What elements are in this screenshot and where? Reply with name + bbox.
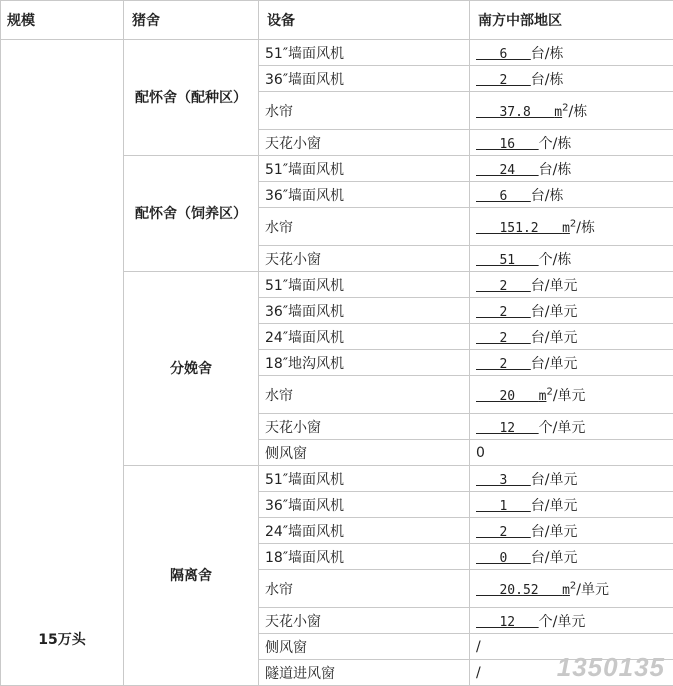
value-unit: 台/单元	[531, 498, 578, 514]
equipment-cell: 24″墙面风机	[259, 518, 470, 544]
value-cell	[470, 414, 673, 440]
header-house: 猪舍	[124, 1, 259, 40]
equipment-cell: 隧道进风窗	[259, 660, 470, 686]
value-unit: 台/单元	[531, 524, 578, 540]
value-cell	[470, 518, 673, 544]
value-cell	[470, 570, 673, 608]
equipment-cell: 侧风窗	[259, 634, 470, 660]
value-cell	[470, 466, 673, 492]
value-cell	[470, 92, 673, 130]
value-number: 12	[476, 421, 539, 436]
value-superscript: 2	[562, 102, 568, 113]
equipment-cell: 36″墙面风机	[259, 298, 470, 324]
value-cell	[470, 130, 673, 156]
value-number: 2	[476, 357, 531, 372]
value-cell	[470, 40, 673, 66]
value-cell	[470, 608, 673, 634]
value-number: 2	[476, 525, 531, 540]
value-cell	[470, 440, 673, 466]
equipment-cell: 24″墙面风机	[259, 324, 470, 350]
value-unit: 台/栋	[531, 188, 564, 204]
table-row	[1, 40, 673, 66]
value-number: 0	[476, 551, 531, 566]
header-row	[1, 1, 673, 40]
value-cell	[470, 66, 673, 92]
watermark-logo: 1350135	[557, 652, 665, 683]
equipment-cell: 天花小窗	[259, 246, 470, 272]
value-unit: m	[539, 389, 547, 404]
house-cell: 分娩舍	[124, 272, 259, 466]
value-unit: 个/栋	[539, 136, 572, 152]
value-unit: 个/栋	[539, 252, 572, 268]
header-scale: 规模	[1, 1, 124, 40]
equipment-cell: 水帘	[259, 208, 470, 246]
value-cell	[470, 272, 673, 298]
equipment-cell: 36″墙面风机	[259, 182, 470, 208]
value-unit: 台/单元	[531, 550, 578, 566]
value-text: /	[476, 665, 481, 681]
house-cell: 配怀舍（配种区）	[124, 40, 259, 156]
value-superscript: 2	[570, 580, 576, 591]
value-cell	[470, 544, 673, 570]
value-number: 1	[476, 499, 531, 514]
value-cell	[470, 324, 673, 350]
value-text: /	[476, 639, 481, 655]
value-unit: m	[562, 583, 570, 598]
value-cell	[470, 298, 673, 324]
value-number: 20	[476, 389, 539, 404]
value-unit: 台/单元	[531, 356, 578, 372]
value-superscript: 2	[570, 218, 576, 229]
value-number: 12	[476, 615, 539, 630]
value-unit: 台/栋	[531, 72, 564, 88]
equipment-cell: 51″墙面风机	[259, 272, 470, 298]
value-superscript: 2	[546, 386, 552, 397]
value-cell	[470, 208, 673, 246]
value-tail: /单元	[576, 582, 609, 598]
equipment-cell: 18″地沟风机	[259, 350, 470, 376]
value-number: 20.52	[476, 583, 562, 598]
value-number: 24	[476, 163, 539, 178]
value-number: 6	[476, 47, 531, 62]
value-number: 16	[476, 137, 539, 152]
value-unit: 台/栋	[531, 46, 564, 62]
equipment-cell: 天花小窗	[259, 130, 470, 156]
value-number: 51	[476, 253, 539, 268]
equipment-cell: 51″墙面风机	[259, 156, 470, 182]
value-number: 37.8	[476, 105, 554, 120]
scale-cell: 15万头	[1, 40, 124, 686]
equipment-cell: 天花小窗	[259, 608, 470, 634]
house-cell: 隔离舍	[124, 466, 259, 686]
value-number: 2	[476, 279, 531, 294]
equipment-cell: 36″墙面风机	[259, 66, 470, 92]
equipment-cell: 36″墙面风机	[259, 492, 470, 518]
equipment-cell: 天花小窗	[259, 414, 470, 440]
value-number: 2	[476, 305, 531, 320]
value-number: 2	[476, 73, 531, 88]
value-text: 0	[476, 445, 485, 461]
value-unit: 台/单元	[531, 304, 578, 320]
value-number: 2	[476, 331, 531, 346]
value-cell	[470, 156, 673, 182]
value-cell	[470, 376, 673, 414]
value-cell	[470, 246, 673, 272]
value-unit: 台/单元	[531, 472, 578, 488]
value-unit: m	[562, 221, 570, 236]
value-cell	[470, 492, 673, 518]
house-cell: 配怀舍（饲养区）	[124, 156, 259, 272]
equipment-cell: 51″墙面风机	[259, 466, 470, 492]
value-number: 6	[476, 189, 531, 204]
equipment-cell: 水帘	[259, 376, 470, 414]
value-unit: 台/栋	[539, 162, 572, 178]
value-tail: /栋	[568, 104, 587, 120]
value-number: 151.2	[476, 221, 562, 236]
value-tail: /单元	[553, 388, 586, 404]
value-unit: m	[554, 105, 562, 120]
value-cell	[470, 350, 673, 376]
equipment-cell: 51″墙面风机	[259, 40, 470, 66]
value-unit: 个/单元	[539, 614, 586, 630]
header-region: 南方中部地区	[470, 1, 673, 40]
value-unit: 台/单元	[531, 330, 578, 346]
equipment-cell: 18″墙面风机	[259, 544, 470, 570]
equipment-cell: 水帘	[259, 570, 470, 608]
value-tail: /栋	[576, 220, 595, 236]
equipment-cell: 水帘	[259, 92, 470, 130]
equipment-cell: 侧风窗	[259, 440, 470, 466]
value-cell	[470, 182, 673, 208]
value-unit: 台/单元	[531, 278, 578, 294]
value-unit: 个/单元	[539, 420, 586, 436]
header-equipment: 设备	[259, 1, 470, 40]
value-number: 3	[476, 473, 531, 488]
